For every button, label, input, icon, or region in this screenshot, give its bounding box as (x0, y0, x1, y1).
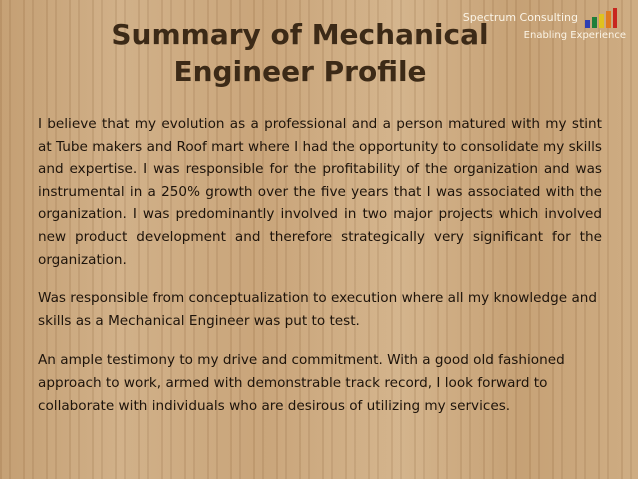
bar-chart-logo-icon (584, 8, 618, 28)
body-paragraph-2: Was responsible from conceptualization to execution where all my knowledge and skills as a Mechanical Engineer was put to test. (38, 290, 598, 329)
body-paragraph-1: I believe that my evolution as a professional and a person matured with my stint at Tube makers and Roof mart where I had the opportunity to consolidate my skills and expertise. I was responsible for the profitability of the organization and was instrumental in a 250% growth over the five years that I was associated with the organization. I was predominantly involved in two major projects which involved new product development and therefore strategically very significant for the organization. (38, 116, 602, 268)
brand-tagline: Enabling Experience (523, 30, 626, 41)
brand-name: Spectrum Consulting (462, 11, 578, 24)
body-paragraph-3: An ample testimony to my drive and commitment. With a good old fashioned approach to work, armed with demonstrable track record, I look forward to collaborate with individuals who are desirous of utilizing my services. (38, 352, 565, 414)
slide-title: Summary of Mechanical Engineer Profile (111, 18, 489, 88)
slide-body (38, 113, 602, 417)
